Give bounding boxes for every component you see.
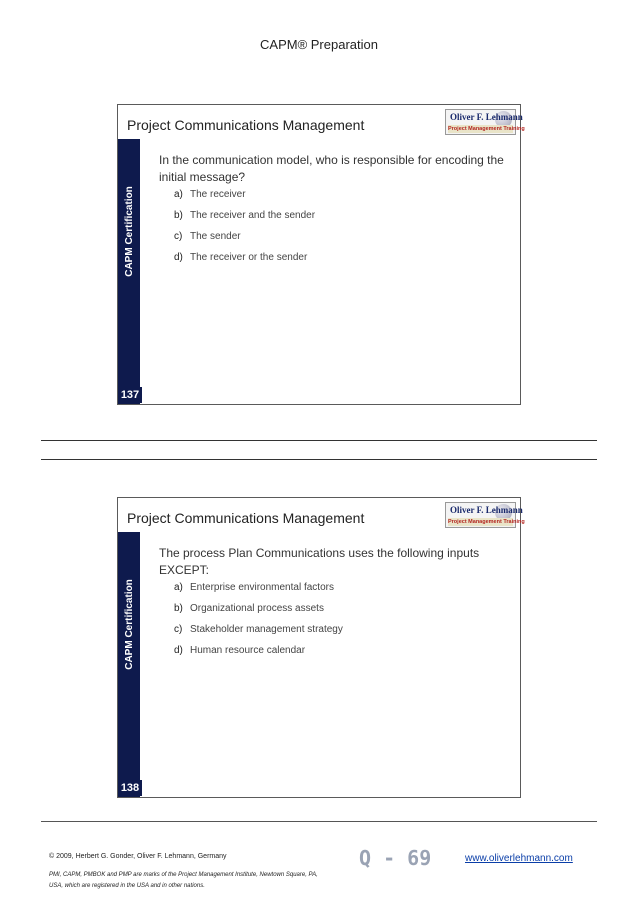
website-link[interactable]: www.oliverlehmann.com: [465, 853, 573, 864]
slide-title: Project Communications Management: [127, 510, 365, 526]
answer-letter: a): [174, 189, 183, 200]
notes-line: [41, 459, 597, 460]
logo-name: Oliver F. Lehmann: [450, 505, 523, 515]
slide-sidebar: [118, 139, 140, 404]
answer-letter: d): [174, 645, 183, 656]
answer-option: [174, 603, 343, 624]
answer-option: [174, 210, 315, 231]
answer-text: The receiver or the sender: [190, 252, 308, 263]
company-logo: [445, 502, 525, 528]
answer-text: Organizational process assets: [190, 603, 324, 614]
answer-letter: b): [174, 603, 183, 614]
question-text: The process Plan Communications uses the following inputs EXCEPT:: [159, 546, 480, 577]
answer-letter: c): [174, 231, 183, 242]
answer-text: Human resource calendar: [190, 645, 306, 656]
answer-option: [174, 231, 315, 252]
question-text: In the communication model, who is responsible for encoding the initial message?: [159, 153, 504, 184]
answer-text: The receiver: [190, 189, 246, 200]
notes-line: [41, 440, 597, 441]
answer-option: [174, 582, 343, 603]
sidebar-label: CAPM Certification: [123, 578, 135, 670]
slide-138: [117, 497, 525, 798]
footer-trademarks: PMI, CAPM, PMBOK and PMP are marks of the Project Management Institute, Newtown Square, PA, USA, which are registered in the USA and in other nations.: [49, 872, 318, 889]
logo-name: Oliver F. Lehmann: [450, 112, 523, 122]
answer-list: [174, 582, 343, 666]
company-logo: [445, 109, 525, 135]
answer-text: The receiver and the sender: [190, 210, 316, 221]
logo-tagline: Project Management Training: [448, 519, 525, 525]
slide-title: Project Communications Management: [127, 117, 365, 133]
answer-text: Enterprise environmental factors: [190, 582, 334, 593]
slide-number: 138: [118, 780, 142, 796]
answer-letter: d): [174, 252, 183, 263]
logo-tagline: Project Management Training: [448, 126, 525, 132]
answer-list: [174, 189, 315, 273]
page-code: Q - 69: [359, 846, 432, 870]
slide-sidebar: [118, 532, 140, 797]
answer-option: [174, 645, 343, 666]
answer-text: Stakeholder management strategy: [190, 624, 343, 635]
slide-number: 137: [118, 387, 142, 403]
sidebar-label: CAPM Certification: [123, 185, 135, 277]
footer-copyright: © 2009, Herbert G. Gonder, Oliver F. Lehmann, Germany: [49, 853, 227, 860]
page-header: CAPM® Preparation: [260, 37, 378, 52]
footer-divider: [41, 821, 597, 822]
answer-option: [174, 624, 343, 645]
answer-letter: c): [174, 624, 183, 635]
answer-letter: a): [174, 582, 183, 593]
slide-137: [117, 104, 525, 405]
answer-option: [174, 189, 315, 210]
answer-text: The sender: [190, 231, 241, 242]
answer-option: [174, 252, 315, 273]
answer-letter: b): [174, 210, 183, 221]
